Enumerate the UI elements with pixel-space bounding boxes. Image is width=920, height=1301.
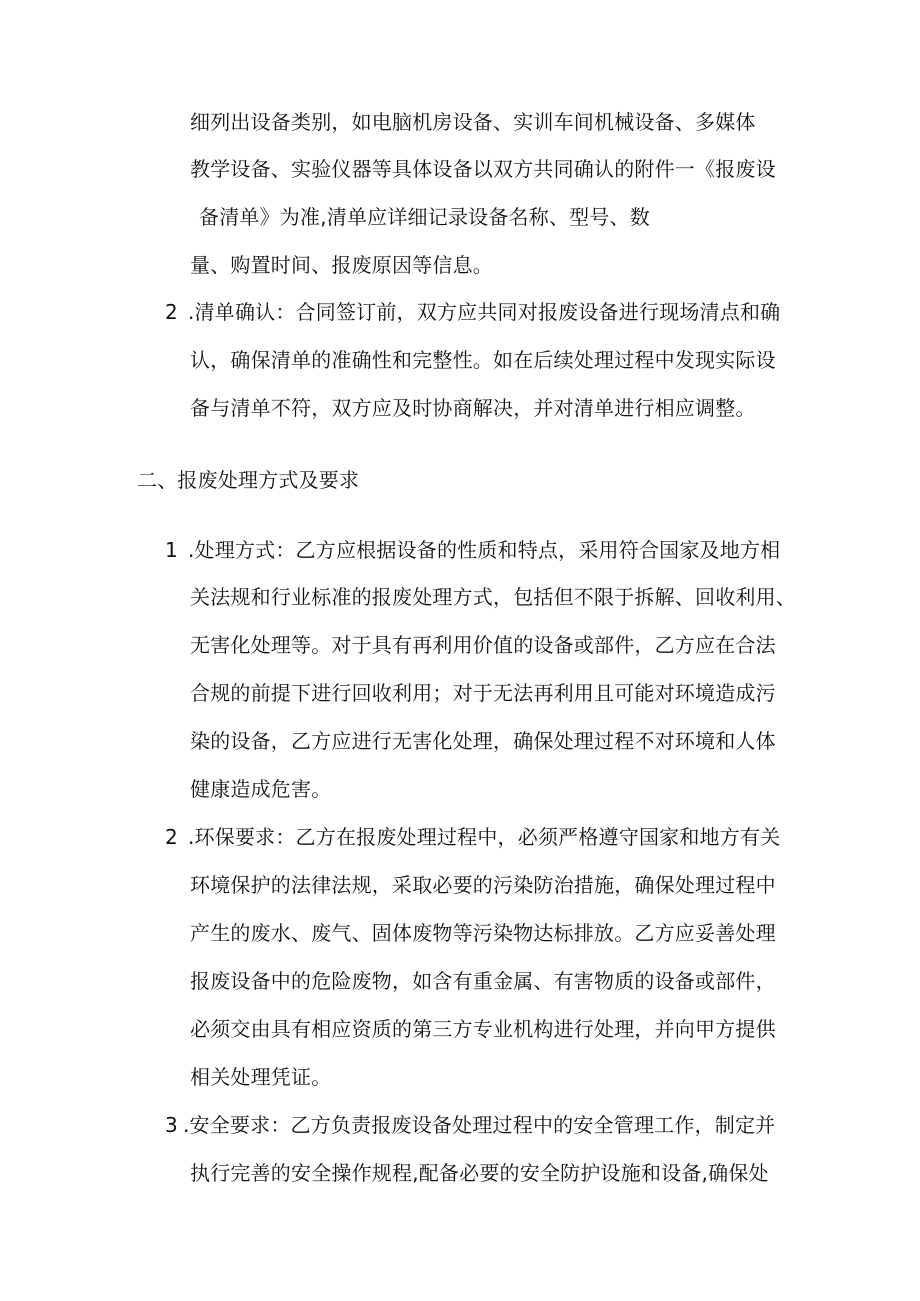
method-line-6: 健康造成危害。 (190, 777, 332, 801)
env-line-2: 环境保护的法律法规，采取必要的污染防治措施，确保处理过程中 (190, 873, 776, 897)
intro-line-2: 教学设备、实验仪器等具体设备以双方共同确认的附件一《报废设 (190, 157, 776, 181)
method-line-1: .处理方式：乙方应根据设备的性质和特点，采用符合国家及地方相 (188, 538, 781, 562)
env-line-4: 报废设备中的危险废物，如含有重金属、有害物质的设备或部件， (190, 969, 776, 993)
method-line-3: 无害化处理等。对于具有再利用价值的设备或部件，乙方应在合法 (190, 633, 776, 657)
env-line-3: 产生的废水、废气、固体废物等污染物达标排放。乙方应妥善处理 (190, 921, 776, 945)
method-line-5: 染的设备，乙方应进行无害化处理，确保处理过程不对环境和人体 (190, 729, 776, 753)
method-line-4: 合规的前提下进行回收利用；对于无法再利用且可能对环境造成污 (190, 681, 776, 705)
list-confirm-line-2: 认，确保清单的准确性和完整性。如在后续处理过程中发现实际设 (190, 348, 776, 372)
item-number: 2 (165, 300, 178, 324)
safety-line-1: .安全要求：乙方负责报废设备处理过程中的安全管理工作，制定并 (183, 1113, 776, 1137)
item-number: 1 (165, 538, 178, 562)
env-line-1: .环保要求：乙方在报废处理过程中，必须严格遵守国家和地方有关 (188, 825, 781, 849)
safety-line-2: 执行完善的安全操作规程,配备必要的安全防护设施和设备,确保处 (190, 1161, 769, 1185)
intro-line-4: 量、购置时间、报废原因等信息。 (190, 253, 493, 277)
intro-line-3: 备清单》为准,清单应详细记录设备名称、型号、数 (199, 205, 650, 229)
section-heading: 二、报废处理方式及要求 (137, 468, 360, 492)
list-confirm-line-3: 备与清单不符，双方应及时协商解决，并对清单进行相应调整。 (190, 396, 756, 420)
intro-line-1: 细列出设备类别，如电脑机房设备、实训车间机械设备、多媒体 (190, 110, 756, 134)
env-line-5: 必须交由具有相应资质的第三方专业机构进行处理，并向甲方提供 (190, 1017, 776, 1041)
item-number: 2 (165, 825, 178, 849)
item-number: 3 (165, 1113, 178, 1137)
method-line-2: 关法规和行业标准的报废处理方式，包括但不限于拆解、回收利用、 (190, 585, 796, 609)
list-confirm-line-1: .清单确认：合同签订前，双方应共同对报废设备进行现场清点和确 (188, 300, 781, 324)
env-line-6: 相关处理凭证。 (190, 1065, 332, 1089)
